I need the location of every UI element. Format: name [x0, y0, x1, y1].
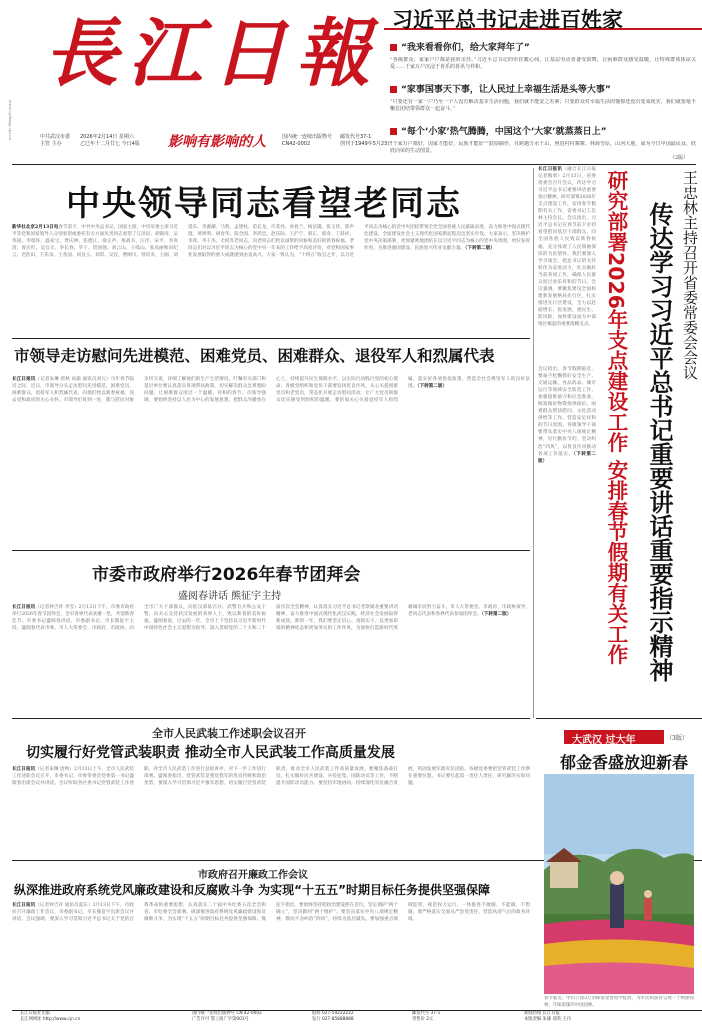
story-greeting-dateline: 长江日报讯 — [12, 605, 36, 610]
masthead-logo: 長江日報 — [44, 11, 380, 97]
footer-hotline: 新闻热线 长江日报 本版责编 朱雄 郑英 王丹 — [524, 1011, 572, 1022]
footer-publisher: 长江日报社出版 长江网网址 http://www.cjn.cn — [20, 1011, 81, 1022]
cn-number: 国内统一连续出版物号 CN42-0002 — [282, 134, 333, 147]
story-anticorruption — [12, 862, 530, 1010]
photo-person — [610, 884, 624, 928]
vertical-story-text: （融合长江日报记者熊勇）2月13日，省委常委会召开会议，传达学习习近平总书记重要讲话重要指示精神，研究部署2026年支点建设工作，安排春节假期有关工作。省委书记王忠林主持会议。会议指出，习近平总书记在春节前夕亲切看望慰问基层干部群众，向全国各族人民致以新春祝福，充分体现了人民领袖深厚的为民情怀。我们要深入学习领会，把总书记的关怀转化为奋进动力，扎实做好当前各项工作，确保人民群众度过欢乐祥和的节日。会议强调，要聚焦建设全国构建新发展格局先行区，扎实推进先行区建设，全力以赴稳增长、促发展、惠民生、防风险，加快建设成为中部地区崛起的重要战略支点。 — [538, 167, 596, 328]
story-visits-text: （记者朱琳 唐秋 高瑜 通讯员刘元）马年春节临近之际，近日，市领导分头走访慰问先进模范、困难党员、困难群众、退役军人和烈属代表，向他们致以新春祝福，送去党和政府的关心关怀。市领导们每到一处，都与慰问对象亲切交谈，详细了解他们的生产生活情况，叮嘱有关部门和基层单位要认真落实各项帮扶政策，切实解决群众急难愁盼问题，让困难群众度过一个温暖、祥和的春节。市领导强调，要始终坚持以人民为中心的发展思想，把群众冷暖放在心上，持续提升民生保障水平，以实际行动践行党的初心使命。各级党组织和党员干部要发扬优良作风，关心关爱困难党员和老党员，常态化开展走访慰问活动，让广大党员和群众切实感受到组织的温暖。要倍加关心关爱退役军人和烈属，落实好各项优抚政策，营造全社会尊崇军人的良好氛围。 — [12, 377, 530, 404]
story-greeting-end-mark: （下转第二版） — [481, 612, 512, 618]
footer-postal: 邮发代号 37-1 零售价 2元 — [412, 1011, 441, 1022]
feature-item-headline: “每个‘小家’热气腾腾，中国这个‘大家’就蒸蒸日上” — [401, 127, 607, 137]
vertical-story-text2: 会议指出，春节假期临近，要毫不松懈抓好安全生产、交通运输、食品药品、城市运行等领域安全防范工作，加强值班值守和应急准备，统筹做好物资保供稳价、困难群众帮扶慰问、文化活动供给等工作，营造安定祥和的节日氛围。各级领导干部要带头落实中央八项规定精神，厉行勤俭节约，坚决纠治“四风”，以优良作风推动各项工作落实。 — [538, 367, 596, 457]
story-visits — [12, 342, 530, 542]
photo-sky-top — [544, 774, 694, 854]
photo-tulip-field-pink — [544, 962, 694, 994]
vertical-story-title-main: 研究部署2026年支点建设工作 安排春节假期有关工作 — [604, 170, 628, 665]
photo-person-child-head — [644, 890, 652, 898]
tulip-photo — [544, 774, 694, 994]
story-anticorruption-kicker: 市政府召开廉政工作会议 — [198, 870, 308, 881]
issue-info: 邮发代号37-1 创刊于1949年5月23日 — [340, 134, 393, 147]
divider — [12, 338, 530, 339]
vertical-story-dateline: 长江日报讯 — [538, 167, 563, 172]
lead-story-text: 春节前夕，中共中央总书记、国家主席、中央军委主席习近平等党和国家领导人分别看望或委托有关方面负责同志看望了江泽民、胡锦涛、吴邦国、李瑞环、温家宝、贾庆林、张德江、俞正声、栗战书、汪洋、宋平、李岚清、曾庆红、吴官正、李长春、罗干、贺国强、刘云山、王岐山、张高丽和田纪云、迟浩田、王乐泉、王兆国、回良玉、刘淇、吴仪、曹刚川、曾培炎、王刚、刘延东、李源潮、马凯、孟建柱、范长龙、许其亮、孙春兰、杨洁篪、张又侠、郭声琨、黄坤明、胡春华、陈全国、李鸿忠、赵乐际、王沪宁、韩正、蔡奇、丁薛祥、李希、李干杰、尤权等老同志，向老同志们致以诚挚的问候和美好的新春祝福。老同志们对以习近平同志为核心的党中央一年来的工作给予高度评价，对党和国家事业发展取得的重大成就感到由衷高兴。大家一致认为，“十四五”收官之年，以习近平同志为核心的党中央团结带领全党全国各族人民砥砺奋进，奋力推进中国式现代化建设，全面建设社会主义现代化国家新征程迈出坚实步伐。大家表示，坚决拥护党中央决策部署，更加紧密地团结在以习近平同志为核心的党中央周围，更好发挥作用，为推进强国建设、民族复兴伟业贡献力量。 — [12, 225, 530, 259]
vertical-story-title-side: 王忠林主持召开省委常委会会议 — [681, 170, 699, 380]
vertical-story-body-upper — [538, 166, 596, 366]
photo-story-banner-text: 大武汉 过大年 — [572, 735, 636, 746]
vertical-story-body-lower — [538, 366, 596, 714]
feature-item-text: “千家万户都好，国家才能好，民族才能好”“鼓励制作，且跨越万水千山，照进村村寨寨、林海雪原，山河大地，成为今日中国最民众、欣欣向荣的生动图景。 — [390, 141, 696, 155]
story-court-kicker: 全市人民武装工作述职会议召开 — [152, 727, 306, 740]
story-court-body — [12, 766, 530, 854]
feature-item-headline: “我来看看你们，给大家拜年了” — [401, 43, 530, 53]
story-court-dateline: 长江日报讯 — [12, 767, 36, 772]
feature-item-text: “各级群众、家家户户都是我的亲挂。”习近平总书记的牵挂暖心间，让基层劳动者备受鼓舞，让困难群众感受温暖，让特殊群体体谅关爱……千家万户沉浸于喜乐的喜讯与祥和。 — [390, 57, 696, 71]
story-anticorruption-title: 纵深推进政府系统党风廉政建设和反腐败斗争 为实现“十五五”时期目标任务提供坚强保障 — [14, 883, 490, 897]
story-visits-title: 市领导走访慰问先进模范、困难党员、困难群众、退役军人和烈属代表 — [14, 347, 495, 365]
story-greeting-text: （记者钟吉祥 李雪）2月13日下午，市委市政府举行2026年春节团拜会，全市各界代表欢聚一堂，共迎新春佳节。市委书记盛阅春讲话，市委副书记、市长熊征宇主持。盛阅春代表市委、市人大常委会、市政府、市政协，向全市广大干部群众，向驻汉部队官兵、武警官兵和公安干警，向关心支持武汉发展的各界人士，致以新春的美好祝福。盛阅春说，过去的一年，全市上下坚持以习近平新时代中国特色社会主义思想为指导，深入贯彻党的二十大和二十届历次全会精神，认真落实习近平总书记考察湖北重要讲话精神，奋力推进中国式现代化武汉实践，经济社会发展取得新成效。新的一年，我们要坚定信心、真抓实干，以更加昂扬的精神状态和更加务实的工作作风，为加快打造新时代英雄城市而努力奋斗。市人大常委会、市政府、市政协领导，老同志代表和各界代表参加团拜会。 — [12, 605, 530, 632]
masthead-side-url: www.cjrbapp.cjn.cn — [8, 100, 13, 140]
story-anticorruption-body — [12, 902, 530, 1006]
feature-item-text: “只要还有一家一户乃至一个人没有解决基本生活问题，我们就不能安之若素；只要群众对幸福生活的憧憬还没有变成现实，我们就要毫不懈怠团结带领群众一起奋斗。” — [390, 99, 696, 113]
lead-story-dateline: 新华社北京2月13日电 — [12, 225, 59, 230]
vertical-story — [536, 166, 702, 718]
story-court — [12, 718, 530, 858]
divider — [12, 164, 696, 165]
top-feature-title: 习近平总书记走进百姓家 — [392, 8, 623, 32]
story-greeting-body — [12, 604, 530, 712]
story-anticorruption-dateline: 长江日报讯 — [12, 903, 36, 908]
story-greeting — [12, 554, 530, 716]
vertical-story-title-top: 传达学习习近平总书记重要讲话重要指示精神 — [645, 202, 673, 682]
feature-item-headline: “家事国事天下事，让人民过上幸福生活是头等大事” — [401, 85, 611, 95]
feature-item-marker — [390, 86, 397, 93]
footer — [12, 1011, 702, 1024]
footer-tel: 值班 027-59222222 发行 027-85888888 — [312, 1011, 354, 1022]
lead-story — [12, 168, 530, 336]
story-visits-body — [12, 376, 530, 536]
vertical-story-end-mark: （下转第二版） — [538, 451, 596, 464]
photo-person-child — [644, 898, 652, 920]
photo-person-head — [610, 871, 624, 885]
photo-story-caption: 春节临近，中山公园3万余株郁金香集中绽放，为市民和游客呈现一个绚丽园林，年味浓郁的中国园林。 — [544, 996, 694, 1008]
photo-pavilion — [550, 862, 578, 888]
story-greeting-subtitle: 盛阅春讲话 熊征宇主持 — [178, 591, 282, 602]
masthead-tagline: 影响有影响的人 — [168, 134, 266, 150]
story-visits-dateline: 长江日报讯 — [12, 377, 36, 382]
footer-registration: 国内统一连续出版物号 CN 42-0002 广告许可 鄂工商广字第001号 — [192, 1011, 262, 1022]
lead-story-body — [12, 224, 530, 332]
feature-item-marker — [390, 128, 397, 135]
top-feature-page-ref: （2版） — [670, 155, 689, 161]
photo-story-page-ref: （3版） — [666, 735, 688, 742]
story-anticorruption-text: （记者钟吉祥 通讯员夏东）2月13日下午，市政府召开廉政工作会议，市委副书记、市长熊征宇出席会议并讲话。会议强调，要深入学习贯彻习近平总书记关于党的自我革命的重要思想，认真落实二十届中央纪委五次全会和省、市纪委全会部署，纵深推进政府系统党风廉政建设和反腐败斗争，为实现“十五五”时期目标任务提供坚强保障。熊征宇指出，要始终坚持把政治建设摆在首位，坚定拥护“两个确立”，坚决做到“两个维护”。要坚决落实中央八项规定精神，锲而不舍纠治“四风”，持续为基层减负。要加强重点领域监管，规范权力运行，一体推进不敢腐、不能腐、不想腐。要严格落实全面从严治党责任，营造风清气正的政务环境。 — [12, 903, 530, 923]
feature-item-marker — [390, 44, 397, 51]
date-info: 2026年2月14日 星期六 乙巳年十二月廿七 今日4版 — [80, 134, 140, 147]
lead-story-end-mark: （下转第二版） — [465, 246, 495, 252]
photo-story — [536, 720, 702, 1008]
photo-story-title: 郁金香盛放迎新春 — [560, 753, 689, 772]
top-feature — [384, 0, 702, 164]
story-court-text: （记者朱琳 唐秋）2月13日上午，全市人民武装工作述职会议召开，市委书记、市委常委会党委第一书记盛阅春出席会议并讲话。会议听取各区委书记党管武装工作述职，对全市人民武装工作进行总结讲评，对下一步工作进行部署。盛阅春指出，党管武装是我党我军的优良传统和政治优势，要深入学习贯彻习近平强军思想，切实履行党管武装职责，推动全市人民武装工作高质量发展。要聚焦备战打仗，扎实做好民兵建设、兵役征集、国防动员等工作，不断提升国防动员能力。要坚持军地协同，持续深化军民融合发展，巩固发展军政军民团结。各级党委要把党管武装工作摆在重要位置，书记要扛起第一责任人责任，研究解决实际问题。 — [12, 767, 530, 787]
story-greeting-title: 市委市政府举行2026年春节团拜会 — [92, 565, 361, 585]
divider — [536, 718, 702, 719]
story-court-title: 切实履行好党管武装职责 推动全市人民武装工作高质量发展 — [26, 745, 395, 761]
lead-story-title: 中央领导同志看望老同志 — [66, 184, 462, 224]
edition-info: 中共武汉市委 主管 主办 — [40, 134, 71, 147]
story-visits-end-mark: （下转第二版） — [417, 384, 448, 390]
divider — [533, 168, 534, 718]
divider — [12, 550, 530, 551]
